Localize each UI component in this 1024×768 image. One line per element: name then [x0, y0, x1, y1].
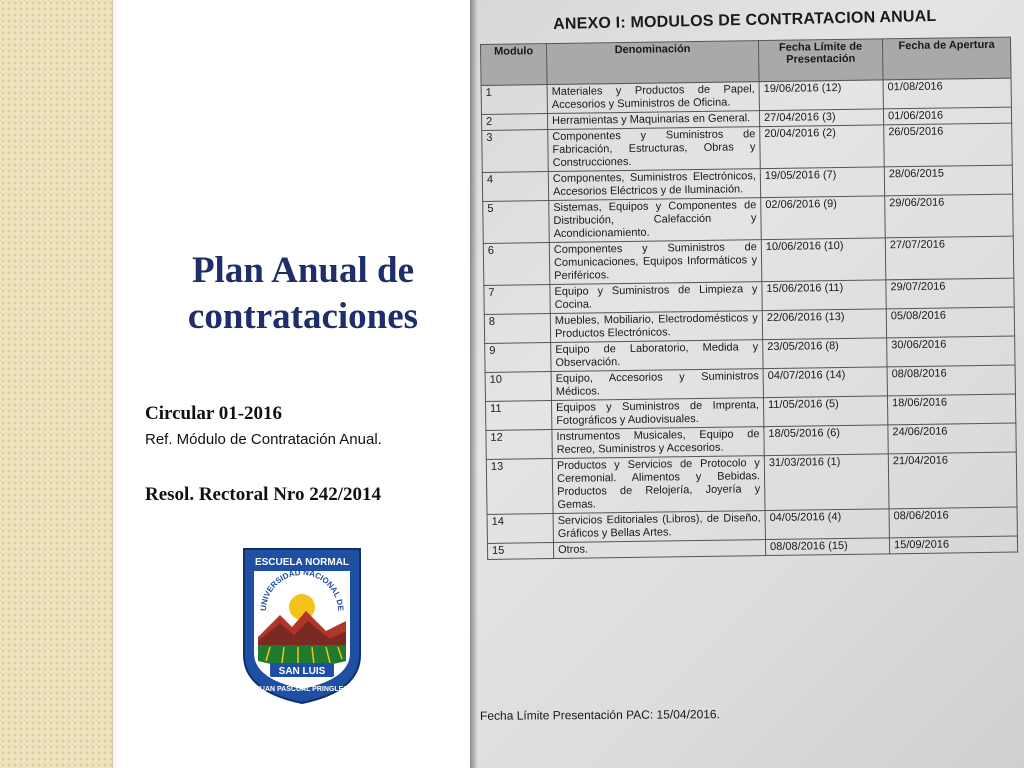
cell-fecha-limite: 19/06/2016 (12) — [759, 80, 883, 111]
cell-fecha-limite: 10/06/2016 (10) — [761, 238, 886, 282]
document-title: ANEXO I: MODULOS DE CONTRATACION ANUAL — [553, 7, 937, 33]
cell-fecha-apertura: 15/09/2016 — [889, 536, 1017, 554]
cell-fecha-apertura: 01/08/2016 — [883, 78, 1011, 109]
cell-fecha-apertura: 29/06/2016 — [885, 194, 1014, 238]
cell-denominacion: Productos y Servicios de Protocolo y Ceremonial. Alimentos y Bebidas. Productos de Relojería, Joyería y Gemas. — [552, 456, 765, 514]
side-strip-shadow — [112, 0, 118, 768]
table-row — [482, 123, 1013, 172]
cell-denominacion: Componentes, Suministros Electrónicos, Accesorios Eléctricos y de Iluminación. — [548, 169, 760, 201]
slide-title: Plan Anual de contrataciones — [187, 250, 419, 337]
table-row — [483, 236, 1014, 285]
header-fecha-limite: Fecha Límite de Presentación — [758, 39, 883, 82]
cell-denominacion: Equipo y Suministros de Limpieza y Cocina. — [550, 282, 762, 314]
cell-fecha-apertura: 24/06/2016 — [888, 423, 1016, 454]
cell-fecha-limite: 15/06/2016 (11) — [762, 280, 886, 311]
cell-fecha-limite: 22/06/2016 (13) — [762, 309, 886, 340]
cell-modulo: 15 — [487, 543, 553, 560]
scanned-document — [470, 0, 1024, 768]
cell-fecha-apertura: 08/06/2016 — [889, 507, 1017, 538]
cell-fecha-apertura: 29/07/2016 — [886, 278, 1014, 309]
cell-fecha-apertura: 01/06/2016 — [883, 107, 1011, 125]
cell-fecha-limite: 27/04/2016 (3) — [759, 109, 883, 127]
cell-modulo: 4 — [482, 172, 548, 202]
cell-fecha-apertura: 28/06/2015 — [884, 165, 1012, 196]
cell-fecha-apertura: 30/06/2016 — [887, 336, 1015, 367]
cell-denominacion: Equipos y Suministros de Imprenta, Fotográficos y Audiovisuales. — [551, 398, 763, 430]
header-denominacion: Denominación — [547, 41, 760, 85]
cell-fecha-limite: 04/07/2016 (14) — [763, 367, 887, 398]
cell-denominacion: Muebles, Mobiliario, Electrodomésticos y Productos Electrónicos. — [550, 311, 762, 343]
cell-denominacion: Otros. — [553, 540, 765, 559]
cell-modulo: 11 — [485, 401, 551, 431]
cell-fecha-limite: 11/05/2016 (5) — [763, 396, 887, 427]
cell-fecha-apertura: 21/04/2016 — [888, 452, 1017, 509]
table-row — [483, 194, 1014, 243]
cell-fecha-limite: 31/03/2016 (1) — [764, 454, 889, 511]
university-logo — [240, 545, 364, 707]
document-footer-note: Fecha Límite Presentación PAC: 15/04/2016. — [479, 707, 720, 723]
cell-fecha-limite: 20/04/2016 (2) — [760, 125, 885, 169]
cell-modulo: 14 — [487, 514, 553, 544]
cell-fecha-apertura: 27/07/2016 — [885, 236, 1014, 280]
cell-denominacion: Equipo, Accesorios y Suministros Médicos. — [551, 369, 763, 401]
cell-modulo: 10 — [485, 372, 551, 402]
cell-denominacion: Materiales y Productos de Papel, Accesorios y Suministros de Oficina. — [547, 82, 759, 114]
cell-modulo: 2 — [481, 114, 547, 131]
header-modulo: Modulo — [481, 44, 548, 86]
cell-modulo: 9 — [485, 343, 551, 373]
cell-fecha-limite: 02/06/2016 (9) — [761, 196, 886, 240]
cell-modulo: 1 — [481, 85, 547, 115]
cell-denominacion: Herramientas y Maquinarias en General. — [547, 111, 759, 130]
cell-denominacion: Servicios Editoriales (Libros), de Diseño, Gráficos y Bellas Artes. — [553, 511, 765, 543]
cell-denominacion: Equipo de Laboratorio, Medida y Observación. — [551, 340, 763, 372]
cell-fecha-apertura: 26/05/2016 — [884, 123, 1013, 167]
logo-top-text: ESCUELA NORMAL — [254, 557, 350, 568]
scan-edge-shadow — [470, 0, 478, 768]
cell-fecha-limite: 04/05/2016 (4) — [765, 509, 889, 540]
decorative-side-strip — [0, 0, 113, 768]
logo-bottom-text: JUAN PASCUAL PRINGLES — [256, 686, 348, 693]
cell-fecha-limite: 19/05/2016 (7) — [760, 167, 884, 198]
reference-text: Ref. Módulo de Contratación Anual. — [145, 431, 382, 448]
cell-modulo: 5 — [483, 201, 550, 244]
cell-modulo: 3 — [482, 130, 549, 173]
cell-fecha-limite: 08/08/2016 (15) — [765, 538, 889, 556]
modules-table — [480, 37, 1018, 560]
circular-label: Circular 01-2016 — [145, 403, 283, 424]
cell-denominacion: Componentes y Suministros de Comunicaciones, Equipos Informáticos y Periféricos. — [549, 240, 762, 285]
logo-arc-text: UNIVERSIDAD NACIONAL DE — [258, 567, 346, 612]
table-row — [486, 452, 1017, 514]
cell-fecha-limite: 18/05/2016 (6) — [764, 425, 888, 456]
cell-denominacion: Instrumentos Musicales, Equipo de Recreo, Suministros y Accesorios. — [552, 427, 764, 459]
cell-denominacion: Sistemas, Equipos y Componentes de Distribución, Calefacción y Acondicionamiento. — [549, 198, 762, 243]
cell-fecha-apertura: 08/08/2016 — [887, 365, 1015, 396]
cell-modulo: 7 — [484, 285, 550, 315]
modules-table-wrapper — [480, 37, 1017, 560]
resolution-text: Resol. Rectoral Nro 242/2014 — [145, 484, 382, 505]
cell-fecha-apertura: 05/08/2016 — [886, 307, 1014, 338]
cell-modulo: 13 — [486, 459, 553, 515]
cell-modulo: 6 — [483, 243, 550, 286]
cell-modulo: 12 — [486, 430, 552, 460]
logo-city-text: SAN LUIS — [278, 666, 326, 677]
cell-modulo: 8 — [484, 314, 550, 344]
cell-fecha-apertura: 18/06/2016 — [887, 394, 1015, 425]
cell-denominacion: Componentes y Suministros de Fabricación, Estructuras, Obras y Construcciones. — [548, 127, 761, 172]
cell-fecha-limite: 23/05/2016 (8) — [763, 338, 887, 369]
header-fecha-apertura: Fecha de Apertura — [882, 37, 1011, 80]
